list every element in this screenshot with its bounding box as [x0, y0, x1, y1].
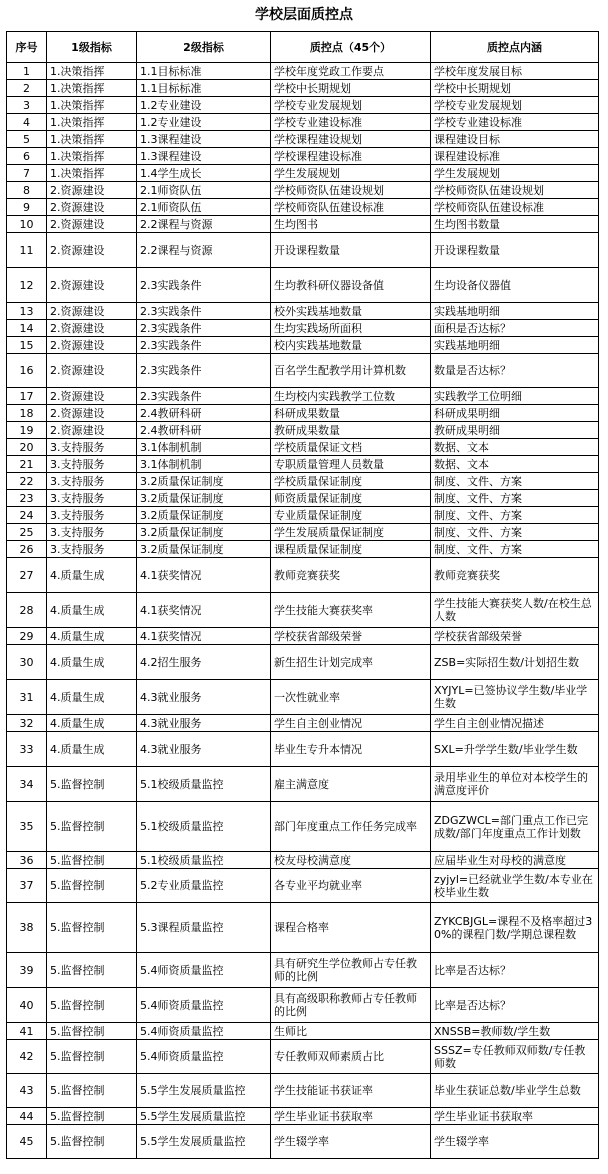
page-title: 学校层面质控点 — [255, 7, 353, 23]
header-level2: 2级指标 — [137, 32, 271, 63]
cell-level2: 4.3就业服务 — [137, 680, 271, 715]
cell-level1: 1.决策指挥 — [47, 80, 137, 97]
table-row — [7, 268, 599, 303]
cell-index: 17 — [7, 388, 47, 405]
table-row — [7, 80, 599, 97]
cell-control-point: 一次性就业率 — [271, 680, 431, 715]
cell-level1: 5.监督控制 — [47, 852, 137, 869]
cell-control-point: 学校课程建设标准 — [271, 148, 431, 165]
table-row — [7, 233, 599, 268]
cell-level1: 1.决策指挥 — [47, 63, 137, 80]
cell-index: 4 — [7, 114, 47, 131]
cell-level1: 4.质量生成 — [47, 593, 137, 628]
cell-level1: 1.决策指挥 — [47, 131, 137, 148]
cell-connotation: 数据、文本 — [431, 456, 599, 473]
cell-index: 23 — [7, 490, 47, 507]
cell-index: 30 — [7, 645, 47, 680]
cell-level1: 1.决策指挥 — [47, 165, 137, 182]
cell-connotation: ZSB=实际招生数/计划招生数 — [431, 645, 599, 680]
cell-level2: 4.3就业服务 — [137, 732, 271, 767]
cell-connotation: 生均设备仪器值 — [431, 268, 599, 303]
cell-control-point: 学校师资队伍建设标准 — [271, 199, 431, 216]
cell-index: 18 — [7, 405, 47, 422]
cell-level1: 3.支持服务 — [47, 507, 137, 524]
table-row — [7, 148, 599, 165]
cell-connotation: 学生自主创业情况描述 — [431, 715, 599, 732]
cell-level2: 3.1体制机制 — [137, 456, 271, 473]
cell-level1: 4.质量生成 — [47, 645, 137, 680]
cell-connotation: 应届毕业生对母校的满意度 — [431, 852, 599, 869]
cell-level2: 4.3就业服务 — [137, 715, 271, 732]
cell-level1: 5.监督控制 — [47, 1125, 137, 1159]
cell-level2: 2.3实践条件 — [137, 268, 271, 303]
cell-level1: 4.质量生成 — [47, 715, 137, 732]
cell-level2: 4.2招生服务 — [137, 645, 271, 680]
cell-level1: 2.资源建设 — [47, 268, 137, 303]
cell-level1: 4.质量生成 — [47, 628, 137, 645]
cell-level1: 5.监督控制 — [47, 1040, 137, 1074]
table-row — [7, 354, 599, 388]
table-row — [7, 767, 599, 802]
cell-control-point: 校内实践基地数量 — [271, 337, 431, 354]
cell-level1: 5.监督控制 — [47, 869, 137, 903]
table-row — [7, 524, 599, 541]
cell-level1: 4.质量生成 — [47, 558, 137, 593]
cell-connotation: 课程建设标准 — [431, 148, 599, 165]
cell-index: 13 — [7, 303, 47, 320]
cell-level1: 3.支持服务 — [47, 541, 137, 558]
table-row — [7, 645, 599, 680]
table-row — [7, 1125, 599, 1159]
cell-connotation: 学生毕业证书获取率 — [431, 1108, 599, 1125]
cell-control-point: 学生技能大赛获奖率 — [271, 593, 431, 628]
cell-level2: 5.4师资质量监控 — [137, 1023, 271, 1040]
cell-control-point: 学生发展质量保证制度 — [271, 524, 431, 541]
table-row — [7, 199, 599, 216]
cell-level1: 2.资源建设 — [47, 182, 137, 199]
cell-level2: 4.1获奖情况 — [137, 628, 271, 645]
table-row — [7, 715, 599, 732]
cell-level2: 2.3实践条件 — [137, 337, 271, 354]
cell-level1: 1.决策指挥 — [47, 148, 137, 165]
cell-index: 41 — [7, 1023, 47, 1040]
cell-level1: 3.支持服务 — [47, 524, 137, 541]
cell-connotation: 学校获省部级荣誉 — [431, 628, 599, 645]
cell-level2: 3.1体制机制 — [137, 439, 271, 456]
table-row — [7, 1040, 599, 1074]
cell-level1: 5.监督控制 — [47, 802, 137, 852]
cell-control-point: 教研成果数量 — [271, 422, 431, 439]
cell-connotation: 比率是否达标？ — [431, 953, 599, 988]
cell-index: 16 — [7, 354, 47, 388]
cell-index: 24 — [7, 507, 47, 524]
cell-level1: 5.监督控制 — [47, 953, 137, 988]
cell-level2: 5.4师资质量监控 — [137, 953, 271, 988]
cell-index: 9 — [7, 199, 47, 216]
cell-level1: 5.监督控制 — [47, 988, 137, 1023]
cell-index: 35 — [7, 802, 47, 852]
cell-index: 39 — [7, 953, 47, 988]
cell-level2: 4.1获奖情况 — [137, 593, 271, 628]
cell-control-point: 生均实践场所面积 — [271, 320, 431, 337]
cell-index: 19 — [7, 422, 47, 439]
cell-index: 43 — [7, 1074, 47, 1108]
cell-control-point: 学校中长期规划 — [271, 80, 431, 97]
cell-control-point: 教师竞赛获奖 — [271, 558, 431, 593]
cell-index: 7 — [7, 165, 47, 182]
cell-index: 36 — [7, 852, 47, 869]
cell-level1: 2.资源建设 — [47, 354, 137, 388]
cell-level2: 1.2专业建设 — [137, 97, 271, 114]
cell-connotation: SSSZ=专任教师双师数/专任教师数 — [431, 1040, 599, 1074]
cell-level1: 3.支持服务 — [47, 490, 137, 507]
cell-control-point: 科研成果数量 — [271, 405, 431, 422]
cell-index: 28 — [7, 593, 47, 628]
cell-index: 31 — [7, 680, 47, 715]
cell-level2: 2.3实践条件 — [137, 388, 271, 405]
cell-index: 10 — [7, 216, 47, 233]
cell-connotation: 录用毕业生的单位对本校学生的满意度评价 — [431, 767, 599, 802]
cell-level2: 5.5学生发展质量监控 — [137, 1108, 271, 1125]
cell-index: 34 — [7, 767, 47, 802]
cell-connotation: 数据、文本 — [431, 439, 599, 456]
cell-connotation: 制度、文件、方案 — [431, 524, 599, 541]
cell-level2: 5.5学生发展质量监控 — [137, 1074, 271, 1108]
cell-level2: 5.1校级质量监控 — [137, 767, 271, 802]
cell-index: 45 — [7, 1125, 47, 1159]
cell-level1: 1.决策指挥 — [47, 97, 137, 114]
cell-control-point: 生师比 — [271, 1023, 431, 1040]
cell-level1: 5.监督控制 — [47, 1108, 137, 1125]
table-row — [7, 473, 599, 490]
cell-connotation: 实践基地明细 — [431, 303, 599, 320]
cell-control-point: 学校年度党政工作要点 — [271, 63, 431, 80]
cell-connotation: 制度、文件、方案 — [431, 507, 599, 524]
cell-index: 8 — [7, 182, 47, 199]
cell-control-point: 校友母校满意度 — [271, 852, 431, 869]
table-row — [7, 1074, 599, 1108]
cell-control-point: 学生技能证书获证率 — [271, 1074, 431, 1108]
cell-connotation: 学生技能大赛获奖人数/在校生总人数 — [431, 593, 599, 628]
cell-level2: 3.2质量保证制度 — [137, 473, 271, 490]
cell-level1: 3.支持服务 — [47, 456, 137, 473]
cell-control-point: 具有研究生学位教师占专任教师的比例 — [271, 953, 431, 988]
table-row — [7, 456, 599, 473]
table-row — [7, 303, 599, 320]
table-row — [7, 1023, 599, 1040]
cell-level1: 5.监督控制 — [47, 767, 137, 802]
cell-level2: 2.1师资队伍 — [137, 199, 271, 216]
cell-level1: 5.监督控制 — [47, 1074, 137, 1108]
cell-index: 26 — [7, 541, 47, 558]
cell-connotation: 比率是否达标？ — [431, 988, 599, 1023]
cell-connotation: 学校年度发展目标 — [431, 63, 599, 80]
cell-connotation: ZDGZWCL=部门重点工作已完成数/部门年度重点工作计划数 — [431, 802, 599, 852]
table-row — [7, 422, 599, 439]
cell-level2: 5.4师资质量监控 — [137, 988, 271, 1023]
cell-index: 5 — [7, 131, 47, 148]
cell-connotation: 课程建设目标 — [431, 131, 599, 148]
cell-control-point: 学生发展规划 — [271, 165, 431, 182]
header-index: 序号 — [7, 32, 47, 63]
table-row — [7, 558, 599, 593]
cell-level1: 5.监督控制 — [47, 1023, 137, 1040]
cell-level2: 1.3课程建设 — [137, 148, 271, 165]
cell-level2: 3.2质量保证制度 — [137, 507, 271, 524]
table-row — [7, 953, 599, 988]
cell-level2: 1.2专业建设 — [137, 114, 271, 131]
table-row — [7, 97, 599, 114]
cell-connotation: 学校专业建设标准 — [431, 114, 599, 131]
cell-index: 3 — [7, 97, 47, 114]
cell-connotation: 实践教学工位明细 — [431, 388, 599, 405]
header-connotation: 质控点内涵 — [431, 32, 599, 63]
table-row — [7, 131, 599, 148]
cell-level1: 3.支持服务 — [47, 473, 137, 490]
table-header-row — [7, 32, 599, 63]
table-row — [7, 903, 599, 953]
cell-index: 44 — [7, 1108, 47, 1125]
cell-level2: 2.2课程与资源 — [137, 216, 271, 233]
cell-index: 1 — [7, 63, 47, 80]
cell-connotation: SXL=升学学生数/毕业学生数 — [431, 732, 599, 767]
cell-level2: 2.4教研科研 — [137, 422, 271, 439]
cell-control-point: 学生自主创业情况 — [271, 715, 431, 732]
cell-level1: 2.资源建设 — [47, 337, 137, 354]
cell-level1: 4.质量生成 — [47, 732, 137, 767]
cell-index: 29 — [7, 628, 47, 645]
table-row — [7, 988, 599, 1023]
cell-connotation: 实践基地明细 — [431, 337, 599, 354]
cell-index: 25 — [7, 524, 47, 541]
table-row — [7, 216, 599, 233]
cell-control-point: 各专业平均就业率 — [271, 869, 431, 903]
cell-level2: 1.1目标标准 — [137, 63, 271, 80]
table-row — [7, 541, 599, 558]
cell-connotation: 面积是否达标？ — [431, 320, 599, 337]
cell-control-point: 生均教科研仪器设备值 — [271, 268, 431, 303]
cell-connotation: 制度、文件、方案 — [431, 490, 599, 507]
cell-level2: 3.2质量保证制度 — [137, 524, 271, 541]
cell-control-point: 课程质量保证制度 — [271, 541, 431, 558]
cell-index: 11 — [7, 233, 47, 268]
table-row — [7, 852, 599, 869]
cell-level1: 2.资源建设 — [47, 422, 137, 439]
cell-control-point: 师资质量保证制度 — [271, 490, 431, 507]
cell-connotation: 科研成果明细 — [431, 405, 599, 422]
cell-index: 27 — [7, 558, 47, 593]
cell-level1: 4.质量生成 — [47, 680, 137, 715]
cell-level2: 1.1目标标准 — [137, 80, 271, 97]
table-row — [7, 405, 599, 422]
cell-control-point: 新生招生计划完成率 — [271, 645, 431, 680]
cell-level1: 2.资源建设 — [47, 199, 137, 216]
quality-control-table — [6, 31, 599, 1159]
cell-connotation: 学校师资队伍建设标准 — [431, 199, 599, 216]
cell-control-point: 课程合格率 — [271, 903, 431, 953]
cell-control-point: 毕业生专升本情况 — [271, 732, 431, 767]
cell-control-point: 学校质量保证文档 — [271, 439, 431, 456]
cell-level2: 5.1校级质量监控 — [137, 802, 271, 852]
cell-connotation: XYJYL=已签协议学生数/毕业学生数 — [431, 680, 599, 715]
cell-control-point: 雇主满意度 — [271, 767, 431, 802]
cell-level1: 2.资源建设 — [47, 216, 137, 233]
cell-control-point: 百名学生配教学用计算机数 — [271, 354, 431, 388]
cell-level2: 5.2专业质量监控 — [137, 869, 271, 903]
cell-level2: 3.2质量保证制度 — [137, 490, 271, 507]
cell-level2: 2.1师资队伍 — [137, 182, 271, 199]
cell-control-point: 学校师资队伍建设规划 — [271, 182, 431, 199]
cell-index: 42 — [7, 1040, 47, 1074]
table-row — [7, 114, 599, 131]
table-row — [7, 337, 599, 354]
header-control-point: 质控点（45个） — [271, 32, 431, 63]
cell-level1: 2.资源建设 — [47, 388, 137, 405]
cell-connotation: 教研成果明细 — [431, 422, 599, 439]
cell-connotation: 毕业生获证总数/毕业学生总数 — [431, 1074, 599, 1108]
cell-index: 32 — [7, 715, 47, 732]
cell-level1: 3.支持服务 — [47, 439, 137, 456]
cell-index: 38 — [7, 903, 47, 953]
cell-control-point: 学校课程建设规划 — [271, 131, 431, 148]
table-row — [7, 1108, 599, 1125]
cell-index: 2 — [7, 80, 47, 97]
cell-connotation: 学校中长期规划 — [431, 80, 599, 97]
cell-control-point: 生均图书 — [271, 216, 431, 233]
table-row — [7, 165, 599, 182]
table-row — [7, 439, 599, 456]
cell-connotation: 学校专业发展规划 — [431, 97, 599, 114]
cell-control-point: 具有高级职称教师占专任教师的比例 — [271, 988, 431, 1023]
cell-level2: 4.1获奖情况 — [137, 558, 271, 593]
cell-control-point: 学校专业发展规划 — [271, 97, 431, 114]
cell-index: 40 — [7, 988, 47, 1023]
cell-connotation: 数量是否达标？ — [431, 354, 599, 388]
table-row — [7, 388, 599, 405]
cell-index: 37 — [7, 869, 47, 903]
table-row — [7, 593, 599, 628]
table-row — [7, 732, 599, 767]
cell-connotation: 学生辍学率 — [431, 1125, 599, 1159]
cell-level2: 2.3实践条件 — [137, 354, 271, 388]
cell-index: 6 — [7, 148, 47, 165]
cell-level1: 2.资源建设 — [47, 405, 137, 422]
table-row — [7, 63, 599, 80]
table-row — [7, 802, 599, 852]
cell-level2: 1.4学生成长 — [137, 165, 271, 182]
table-row — [7, 628, 599, 645]
cell-index: 14 — [7, 320, 47, 337]
cell-control-point: 学校获省部级荣誉 — [271, 628, 431, 645]
cell-control-point: 专职质量管理人员数量 — [271, 456, 431, 473]
cell-control-point: 校外实践基地数量 — [271, 303, 431, 320]
table-row — [7, 320, 599, 337]
cell-control-point: 生均校内实践教学工位数 — [271, 388, 431, 405]
cell-level2: 2.4教研科研 — [137, 405, 271, 422]
cell-control-point: 开设课程数量 — [271, 233, 431, 268]
cell-connotation: XNSSB=教师数/学生数 — [431, 1023, 599, 1040]
cell-level2: 5.4师资质量监控 — [137, 1040, 271, 1074]
cell-level1: 2.资源建设 — [47, 303, 137, 320]
table-row — [7, 680, 599, 715]
cell-control-point: 专任教师双师素质占比 — [271, 1040, 431, 1074]
cell-level2: 2.2课程与资源 — [137, 233, 271, 268]
cell-connotation: 教师竞赛获奖 — [431, 558, 599, 593]
cell-level2: 3.2质量保证制度 — [137, 541, 271, 558]
cell-level1: 2.资源建设 — [47, 233, 137, 268]
table-row — [7, 869, 599, 903]
cell-level2: 1.3课程建设 — [137, 131, 271, 148]
cell-control-point: 学生辍学率 — [271, 1125, 431, 1159]
cell-connotation: 开设课程数量 — [431, 233, 599, 268]
cell-index: 33 — [7, 732, 47, 767]
cell-connotation: 制度、文件、方案 — [431, 541, 599, 558]
cell-connotation: ZYKCBJGL=课程不及格率超过30%的课程门数/学期总课程数 — [431, 903, 599, 953]
cell-index: 12 — [7, 268, 47, 303]
cell-control-point: 学生毕业证书获取率 — [271, 1108, 431, 1125]
cell-control-point: 学校质量保证制度 — [271, 473, 431, 490]
cell-level1: 5.监督控制 — [47, 903, 137, 953]
cell-connotation: 学生发展规划 — [431, 165, 599, 182]
cell-index: 20 — [7, 439, 47, 456]
cell-level1: 1.决策指挥 — [47, 114, 137, 131]
cell-connotation: 学校师资队伍建设规划 — [431, 182, 599, 199]
cell-connotation: 制度、文件、方案 — [431, 473, 599, 490]
cell-index: 21 — [7, 456, 47, 473]
cell-level2: 2.3实践条件 — [137, 303, 271, 320]
table-row — [7, 490, 599, 507]
table-row — [7, 182, 599, 199]
cell-connotation: zyjyl=已经就业学生数/本专业在校毕业生数 — [431, 869, 599, 903]
header-level1: 1级指标 — [47, 32, 137, 63]
table-row — [7, 507, 599, 524]
cell-level2: 5.1校级质量监控 — [137, 852, 271, 869]
cell-level1: 2.资源建设 — [47, 320, 137, 337]
cell-index: 22 — [7, 473, 47, 490]
cell-index: 15 — [7, 337, 47, 354]
cell-control-point: 专业质量保证制度 — [271, 507, 431, 524]
cell-level2: 2.3实践条件 — [137, 320, 271, 337]
cell-level2: 5.3课程质量监控 — [137, 903, 271, 953]
cell-level2: 5.5学生发展质量监控 — [137, 1125, 271, 1159]
cell-control-point: 学校专业建设标准 — [271, 114, 431, 131]
cell-control-point: 部门年度重点工作任务完成率 — [271, 802, 431, 852]
cell-connotation: 生均图书数量 — [431, 216, 599, 233]
